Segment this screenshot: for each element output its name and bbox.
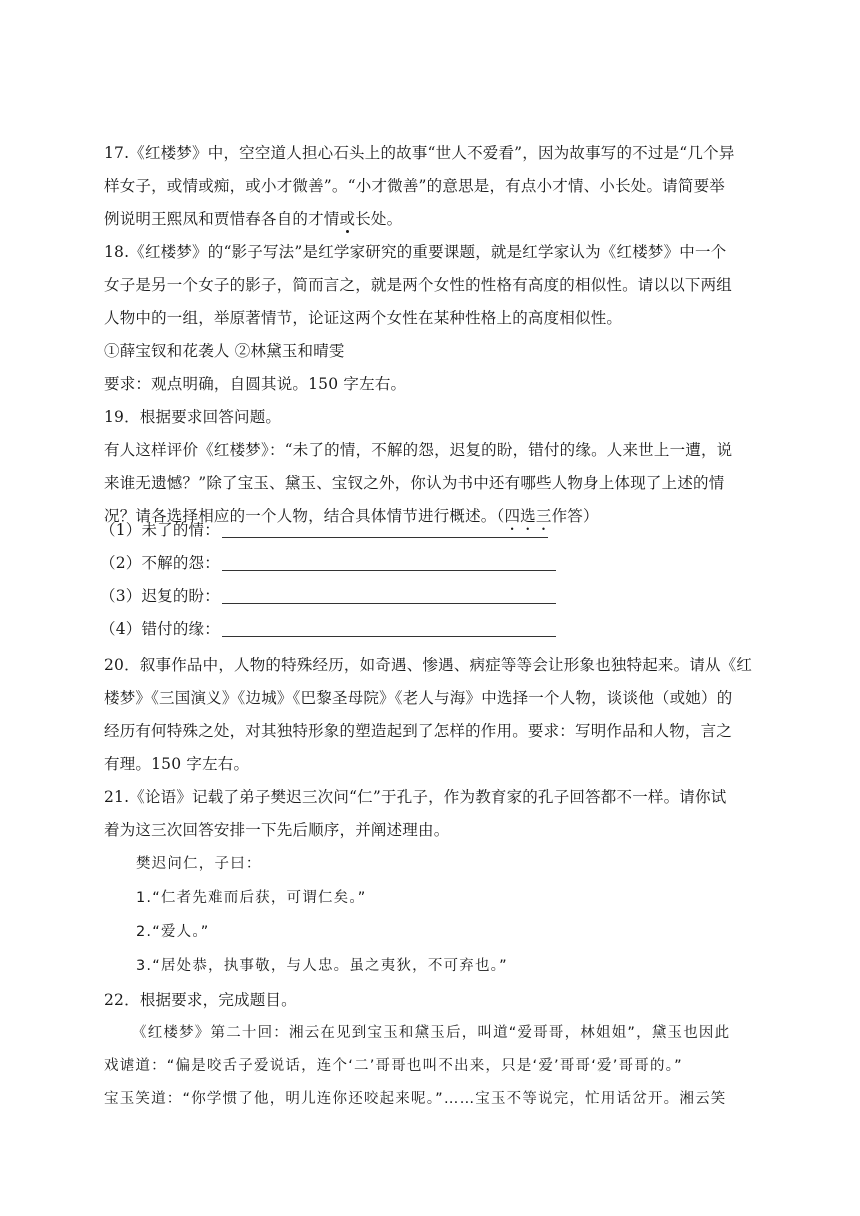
emphasis-dots: 四选三: [504, 507, 552, 525]
q22-line-1: 《红楼梦》第二十回：湘云在见到宝玉和黛玉后，叫道“爱哥哥，林姐姐”，黛玉也因此: [132, 1025, 731, 1041]
q19-item-2: （2）不解的怨：: [100, 553, 556, 573]
q21-line-2: 着为这三次回答安排一下先后顺序，并阐述理由。: [104, 821, 450, 839]
q19-item-3: （3）迟复的盼：: [100, 586, 556, 606]
answer-blank[interactable]: [222, 587, 556, 604]
emphasis-mark: 或: [339, 210, 356, 228]
answer-blank[interactable]: [222, 521, 548, 538]
q18-line-1: 18.《红楼梦》的“影子写法”是红学家研究的重要课题，就是红学家认为《红楼梦》中一个: [104, 243, 727, 261]
answer-blank[interactable]: [222, 620, 556, 637]
q22-line-3: 宝玉笑道：“你学惯了他，明儿连你还咬起来呢。”……宝玉不等说完，忙用话岔开。湘云笑: [104, 1091, 727, 1107]
q19-line-2: 来谁无遗憾？”除了宝玉、黛玉、宝钗之外，你认为书中还有哪些人物身上体现了上述的情: [104, 474, 725, 492]
q21-quote-2: 2.“爱人。”: [136, 924, 210, 940]
q18-line-2: 女子是另一个女子的影子，简而言之，就是两个女性的性格有高度的相似性。请以以下两组: [104, 276, 733, 294]
q17-line-2: 样女子，或情或痴，或小才微善”。“小才微善”的意思是，有点小才情、小长处。请简要举: [104, 177, 725, 195]
q22-title: 22．根据要求，完成题目。: [104, 991, 297, 1009]
q20-line-4: 有理。150 字左右。: [104, 755, 250, 773]
q18-line-3: 人物中的一组，举原著情节，论证这两个女性在某种性格上的高度相似性。: [104, 309, 623, 327]
q20-line-2: 楼梦》《三国演义》《边城》《巴黎圣母院》《老人与海》中选择一个人物，谈谈他（或她）的: [104, 689, 733, 707]
q21-quote-3: 3.“居处恭，执事敬，与人忠。虽之夷狄，不可弃也。”: [136, 958, 508, 974]
q17-line-3: 例说明王熙凤和贾惜春各自的才情或长处。: [104, 210, 403, 228]
q19-item-1: （1）未了的情：: [100, 520, 548, 540]
q21-intro: 樊迟问仁，子曰：: [136, 856, 262, 872]
q19-line-1: 有人这样评价《红楼梦》：“未了的情，不解的怨，迟复的盼，错付的缘。人来世上一遭，说: [104, 441, 733, 459]
q17-line-1: 17.《红楼梦》中，空空道人担心石头上的故事“世人不爱看”，因为故事写的不过是“几个异: [104, 144, 735, 162]
q19-item-4: （4）错付的缘：: [100, 619, 556, 639]
q20-line-1: 20．叙事作品中，人物的特殊经历，如奇遇、惨遇、病症等等会让形象也独特起来。请从《红: [104, 656, 753, 674]
q19-title: 19．根据要求回答问题。: [104, 408, 282, 426]
answer-blank[interactable]: [222, 554, 556, 571]
q22-line-2: 戏谑道：“偏是咬舌子爱说话，连个‘二’哥哥也叫不出来，只是‘爱’哥哥‘爱’哥哥的。”: [104, 1058, 683, 1074]
q21-line-1: 21.《论语》记载了弟子樊迟三次问“仁”于孔子，作为教育家的孔子回答都不一样。请你试: [104, 788, 727, 806]
q19-line-3: 况？请各选择相应的一个人物，结合具体情节进行概述。（四选三作答）: [104, 507, 599, 525]
q18-requirement: 要求：观点明确，自圆其说。150 字左右。: [104, 375, 407, 393]
q21-quote-1: 1.“仁者先难而后获，可谓仁矣。”: [136, 890, 367, 906]
q20-line-3: 经历有何特殊之处，对其独特形象的塑造起到了怎样的作用。要求：写明作品和人物，言之: [104, 722, 733, 740]
q18-options: ①薛宝钗和花袭人 ②林黛玉和晴雯: [104, 342, 345, 360]
